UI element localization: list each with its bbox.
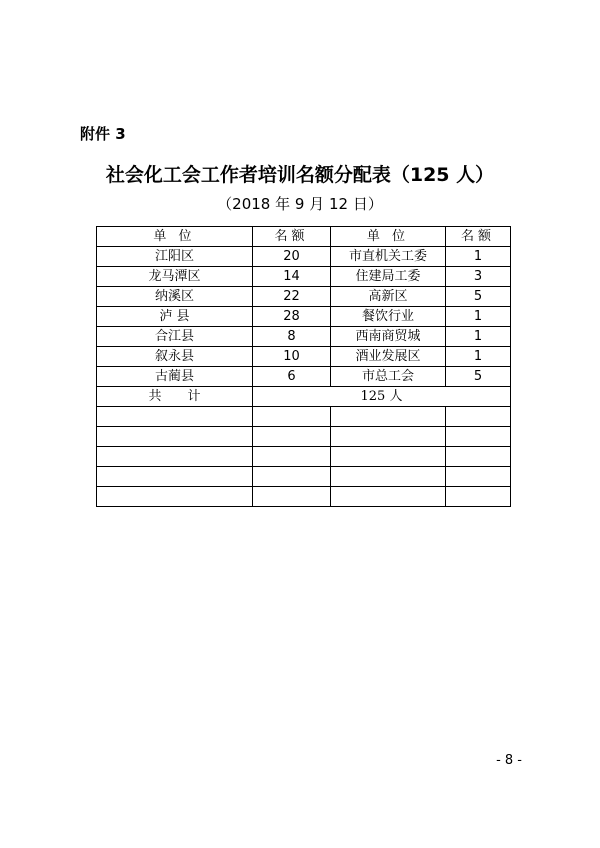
quota-cell: 1 — [446, 327, 511, 347]
quota-cell: 22 — [253, 287, 331, 307]
table-row — [97, 347, 511, 367]
empty-table-row — [97, 407, 511, 427]
header-quota-2: 名额 — [446, 227, 511, 247]
page-number: - 8 - — [496, 753, 522, 768]
empty-cell — [446, 427, 511, 447]
table-row — [97, 307, 511, 327]
quota-cell: 6 — [253, 367, 331, 387]
quota-cell: 14 — [253, 267, 331, 287]
empty-rows — [97, 407, 511, 507]
total-row — [97, 387, 511, 407]
quota-cell: 1 — [446, 347, 511, 367]
header-unit-1: 单 位 — [97, 227, 253, 247]
quota-cell: 1 — [446, 307, 511, 327]
empty-cell — [253, 487, 331, 507]
unit-cell: 住建局工委 — [331, 267, 446, 287]
empty-cell — [253, 467, 331, 487]
unit-cell: 合江县 — [97, 327, 253, 347]
quota-cell: 5 — [446, 287, 511, 307]
total-value: 125 人 — [253, 387, 511, 407]
empty-cell — [446, 467, 511, 487]
quota-cell: 8 — [253, 327, 331, 347]
table-row — [97, 327, 511, 347]
document-date: （2018 年 9 月 12 日） — [217, 195, 383, 213]
unit-cell: 纳溪区 — [97, 287, 253, 307]
quota-table — [96, 226, 511, 507]
unit-cell: 古蔺县 — [97, 367, 253, 387]
unit-cell: 西南商贸城 — [331, 327, 446, 347]
empty-table-row — [97, 427, 511, 447]
document-title: 社会化工会工作者培训名额分配表（125 人） — [105, 164, 495, 186]
table-row — [97, 287, 511, 307]
empty-cell — [331, 487, 446, 507]
empty-cell — [97, 407, 253, 427]
empty-cell — [253, 427, 331, 447]
empty-cell — [446, 447, 511, 467]
empty-cell — [253, 447, 331, 467]
empty-cell — [446, 487, 511, 507]
quota-cell: 20 — [253, 247, 331, 267]
empty-cell — [331, 407, 446, 427]
empty-cell — [97, 447, 253, 467]
table-row — [97, 247, 511, 267]
unit-cell: 市总工会 — [331, 367, 446, 387]
attachment-label: 附件 3 — [80, 125, 126, 143]
empty-table-row — [97, 487, 511, 507]
empty-cell — [253, 407, 331, 427]
empty-cell — [446, 407, 511, 427]
empty-cell — [331, 467, 446, 487]
empty-table-row — [97, 467, 511, 487]
empty-cell — [97, 487, 253, 507]
table-row — [97, 367, 511, 387]
unit-cell: 餐饮行业 — [331, 307, 446, 327]
unit-cell: 江阳区 — [97, 247, 253, 267]
unit-cell: 泸 县 — [97, 307, 253, 327]
empty-cell — [331, 447, 446, 467]
quota-cell: 28 — [253, 307, 331, 327]
quota-cell: 1 — [446, 247, 511, 267]
quota-cell: 3 — [446, 267, 511, 287]
header-quota-1: 名额 — [253, 227, 331, 247]
empty-cell — [97, 467, 253, 487]
unit-cell: 市直机关工委 — [331, 247, 446, 267]
table-row — [97, 267, 511, 287]
quota-cell: 5 — [446, 367, 511, 387]
empty-cell — [331, 427, 446, 447]
unit-cell: 高新区 — [331, 287, 446, 307]
total-label: 共 计 — [97, 387, 253, 407]
unit-cell: 酒业发展区 — [331, 347, 446, 367]
unit-cell: 龙马潭区 — [97, 267, 253, 287]
unit-cell: 叙永县 — [97, 347, 253, 367]
table-header-row — [97, 227, 511, 247]
quota-cell: 10 — [253, 347, 331, 367]
empty-cell — [97, 427, 253, 447]
empty-table-row — [97, 447, 511, 467]
header-unit-2: 单 位 — [331, 227, 446, 247]
